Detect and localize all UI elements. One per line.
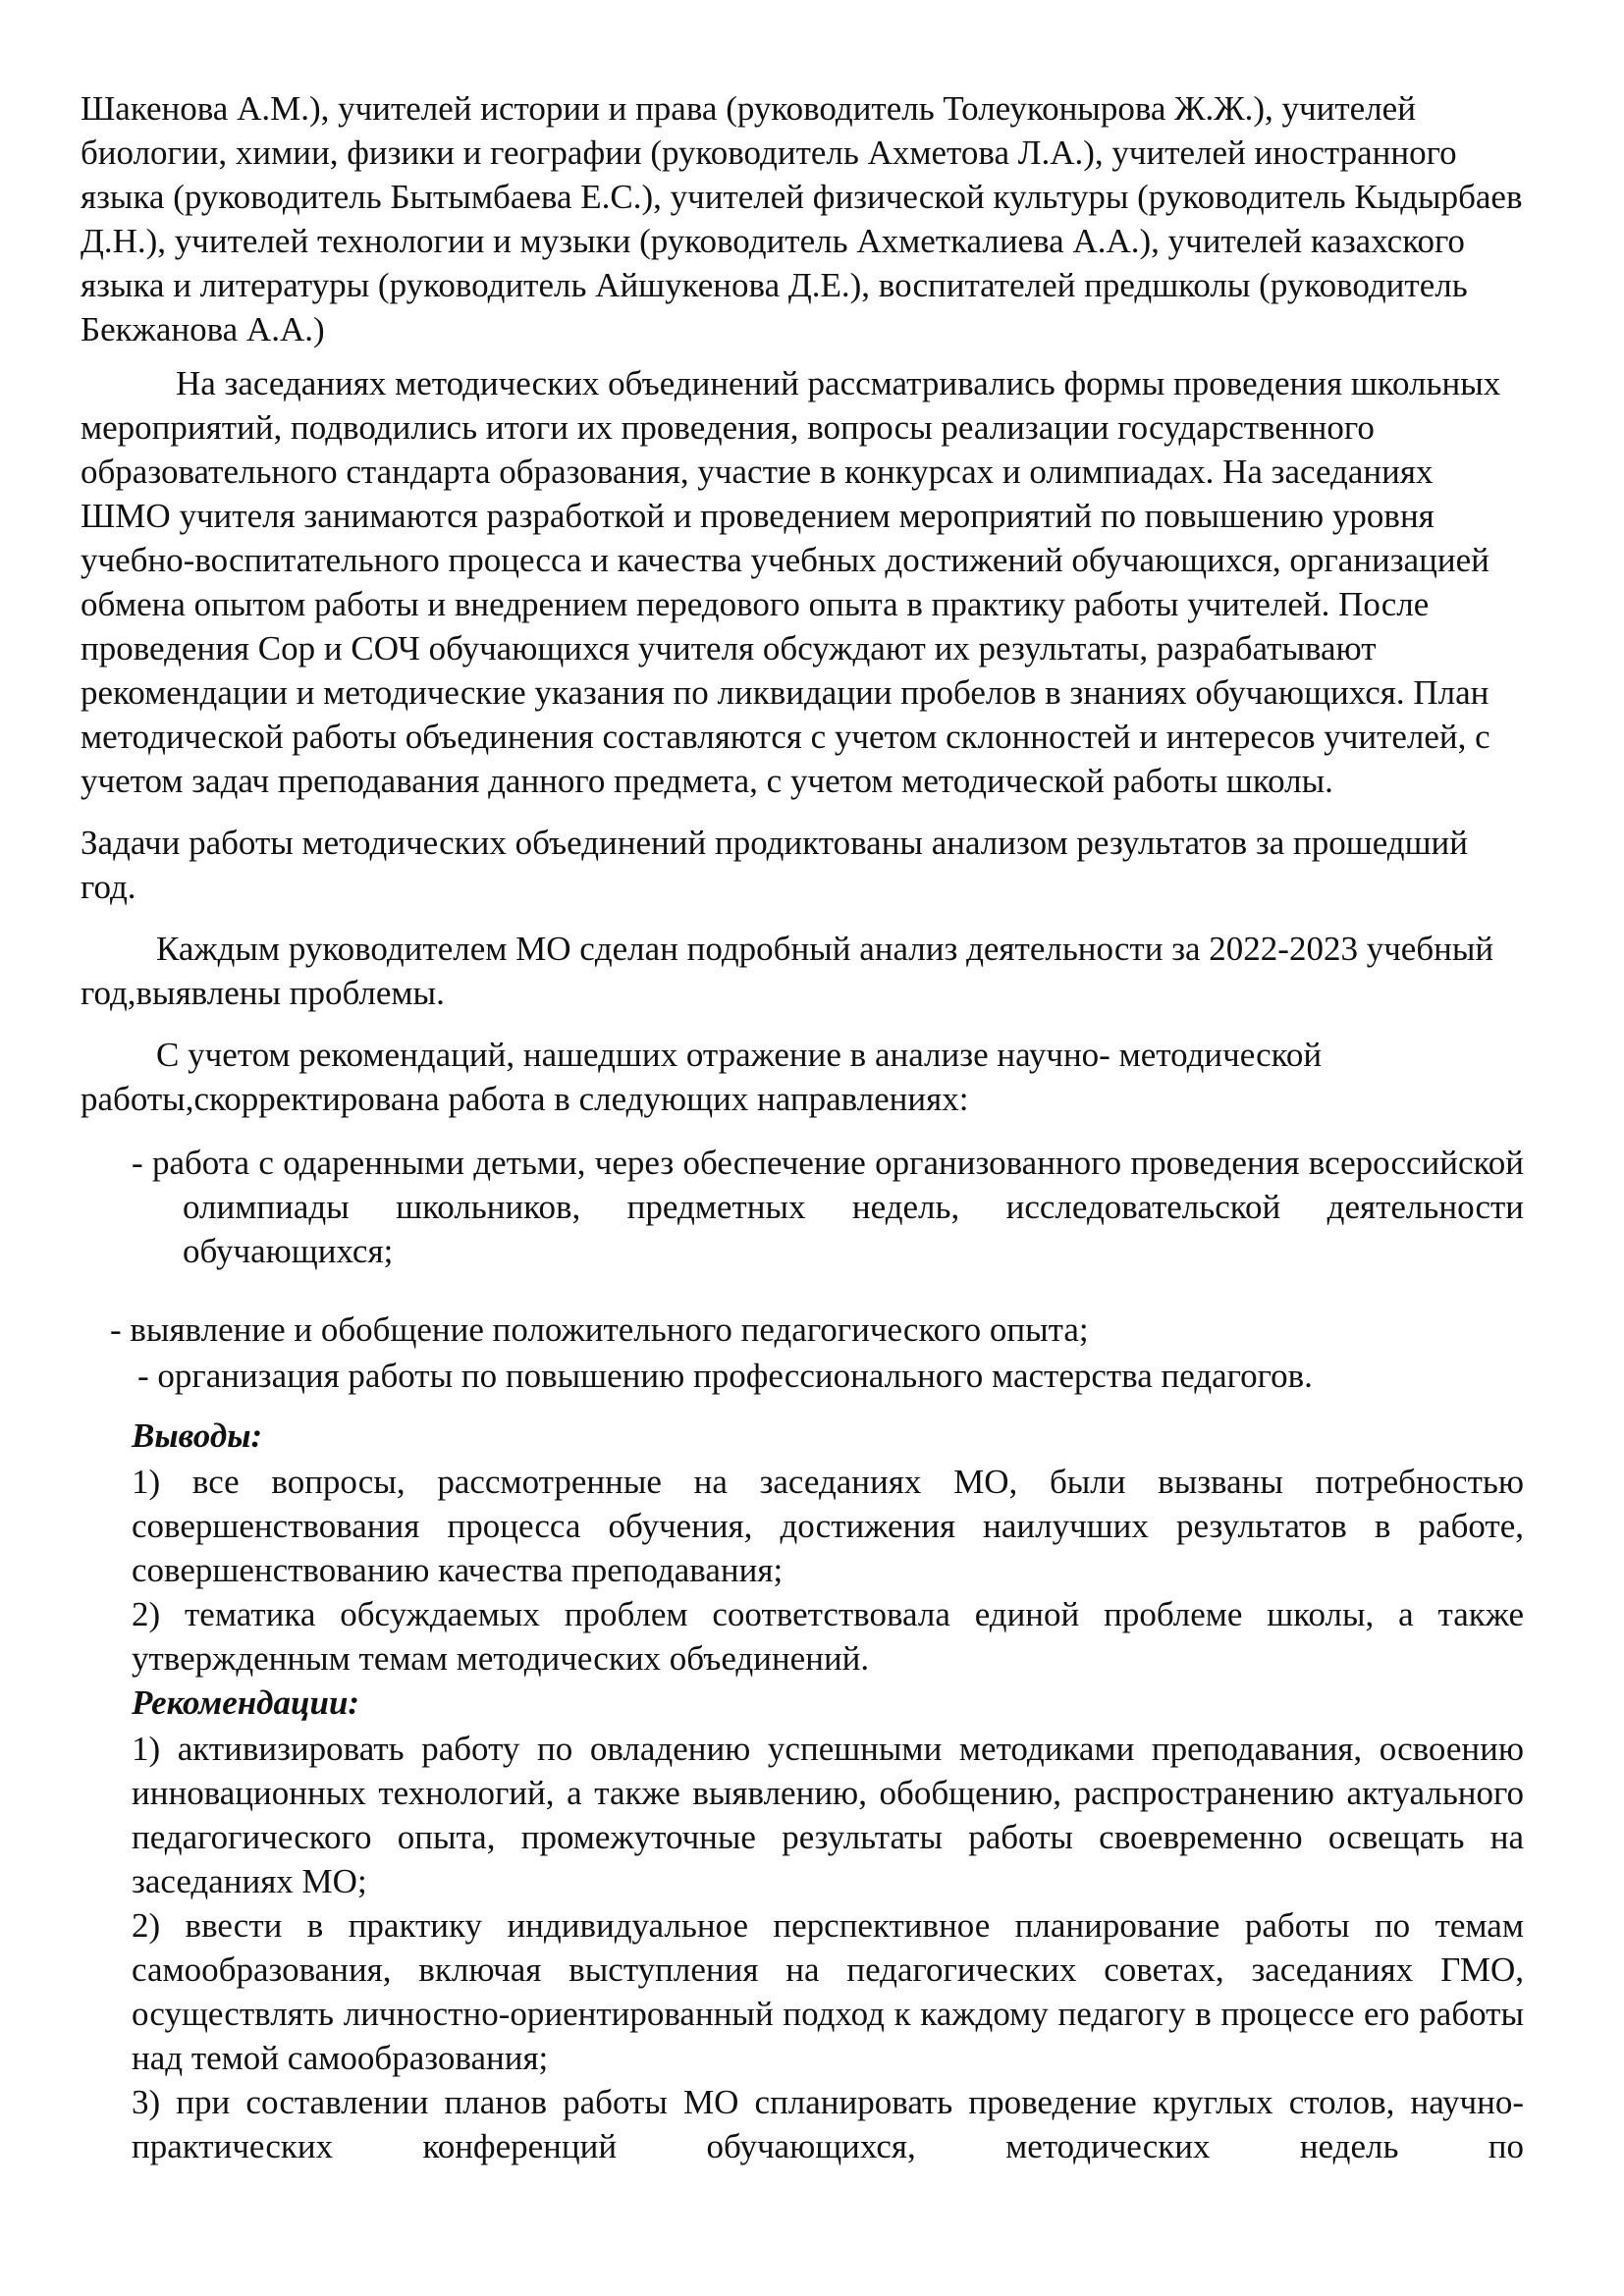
conclusions-section (132, 1414, 1524, 1681)
paragraph-mo-tasks: Задачи работы методических объединений продиктованы анализом результатов за прошедший год. (81, 824, 1469, 906)
recommendation-item: 2) ввести в практику индивидуальное перспективное планирование работы по темам самообразования, включая выступления на педагогических советах, заседаниях ГМО, осуществлять личностно-ориентированный подход к каждому педагогу в процессе его работы над темой самообразования; (132, 1906, 1524, 2077)
conclusion-item: 2) тематика обсуждаемых проблем соответствовала единой проблеме школы, а также утвержденным темам методических объединений. (132, 1595, 1524, 1678)
conclusions-heading: Выводы: (132, 1416, 263, 1455)
recommendation-item: 3) при составлении планов работы МО спланировать проведение круглых столов, научно-практических конференций обучающихся, методических недель по (132, 2083, 1524, 2165)
list-item: - организация работы по повышению профессионального мастерства педагогов. (137, 1357, 1313, 1395)
recommendations-section (132, 1681, 1524, 2168)
recommendations-heading: Рекомендации: (132, 1683, 360, 1722)
recommendation-item: 1) активизировать работу по овладению успешными методиками преподавания, освоению инновационных технологий, а также выявлению, обобщению, распространению актуального педагогического опыта, промежуточные результаты работы своевременно освещать на заседаниях МО; (132, 1730, 1524, 1900)
paragraph-mo-leaders: Шакенова А.М.), учителей истории и права (руководитель Толеуконырова Ж.Ж.), учителей биологии, химии, физики и географии (руководитель Ахметова Л.А.), учителей иностранного языка (руководитель Бытымбаева Е.С.), учителей физической культуры (руководитель Кыдырбаев Д.Н.), учителей технологии и музыки (руководитель Ахметкалиева А.А.), учителей казахского языка и литературы (руководитель Айшукенова Д.Е.), воспитателей предшколы (руководитель Бекжанова А.А.) (81, 89, 1523, 348)
list-item: - выявление и обобщение положительного педагогического опыта; (110, 1310, 1089, 1349)
paragraph-mo-meetings: На заседаниях методических объединений рассматривались формы проведения школьных мероприятий, подводились итоги их проведения, вопросы реализации государственного образовательного стандарта образования, участие в конкурсах и олимпиадах. На заседаниях ШМО учителя занимаются разработкой и проведением мероприятий по повышению уровня учебно-воспитательного процесса и качества учебных достижений обучающихся, организацией обмена опытом работы и внедрением передового опыта в практику работы учителей. После проведения Сор и СОЧ обучающихся учителя обсуждают их результаты, разрабатывают рекомендации и методические указания по ликвидации пробелов в знаниях обучающихся. План методической работы объединения составляются с учетом склонностей и интересов учителей, с учетом задач преподавания данного предмета, с учетом методической работы школы. (81, 364, 1501, 800)
list-item: - работа с одаренными детьми, через обеспечение организованного проведения всероссийской олимпиады школьников, предметных недель, исследовательской деятельности обучающихся; (132, 1144, 1524, 1270)
document-page (81, 86, 1524, 2168)
conclusion-item: 1) все вопросы, рассмотренные на заседаниях МО, были вызваны потребностью совершенствования процесса обучения, достижения наилучших результатов в работе, совершенствованию качества преподавания; (132, 1463, 1524, 1589)
paragraph-analysis: Каждым руководителем МО сделан подробный анализ деятельности за 2022-2023 учебный год,выявлены проблемы. (81, 930, 1494, 1012)
directions-list (81, 1141, 1524, 1398)
paragraph-directions: С учетом рекомендаций, нашедших отражение в анализе научно- методической работы,скорректирована работа в следующих направлениях: (81, 1036, 1323, 1118)
